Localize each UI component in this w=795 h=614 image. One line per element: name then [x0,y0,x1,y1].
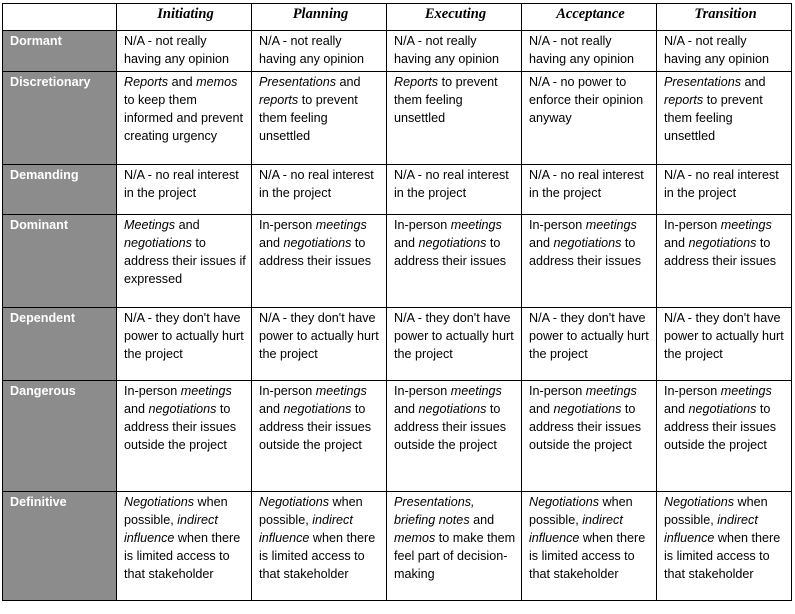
cell-text: to address their issues outside the project [259,402,371,452]
table-cell [657,72,792,165]
cell-text: N/A - not really having any opinion [124,34,230,66]
table-cell [252,165,387,215]
table-cell [252,381,387,492]
emphasized-text: negotiations [688,236,757,250]
cell-text: to prevent them feeling unsettled [394,75,498,125]
column-header-transition: Transition [657,4,792,31]
cell-text: N/A - no real interest in the project [664,168,779,200]
cell-text: to address their issues [664,236,776,268]
column-header-acceptance: Acceptance [522,4,657,31]
column-header-initiating: Initiating [117,4,252,31]
emphasized-text: meetings [585,384,637,398]
cell-text: and [529,402,554,416]
table-cell [657,165,792,215]
table-cell [252,72,387,165]
cell-text: to address their issues [529,236,641,268]
cell-text: N/A - not really having any opinion [529,34,635,66]
table-cell [522,308,657,381]
emphasized-text: meetings [450,384,502,398]
table-cell [522,381,657,492]
cell-text: when possible, [664,495,768,527]
cell-text: when there is limited access to that stakeholder [124,531,241,581]
row-header: Dominant [3,215,117,308]
cell-text: In-person [394,218,451,232]
cell-text: to address their issues outside the project [529,402,641,452]
table-cell [117,215,252,308]
cell-text: In-person [124,384,181,398]
corner-cell [3,4,117,31]
cell-text: and [664,402,689,416]
table-cell [657,308,792,381]
cell-text: and [124,402,149,416]
emphasized-text: negotiations [283,236,352,250]
table-cell [252,492,387,601]
cell-text: In-person [664,218,721,232]
cell-text: to keep them informed and prevent creating urgency [124,93,244,143]
emphasized-text: meetings [315,218,367,232]
table-cell [657,492,792,601]
cell-text: when possible, [259,495,363,527]
cell-text: and [168,75,197,89]
cell-text: to make them feel part of decision-making [394,531,516,581]
emphasized-text: memos [196,75,238,89]
row-header: Dependent [3,308,117,381]
cell-text: and [394,402,419,416]
table-cell [117,165,252,215]
cell-text: to address their issues [259,236,371,268]
column-header-executing: Executing [387,4,522,31]
table-row [3,31,792,72]
emphasized-text: indirect influence [259,513,353,545]
table-cell [387,308,522,381]
row-header: Demanding [3,165,117,215]
cell-text: N/A - they don't have power to actually hurt the project [259,311,379,361]
cell-text: and [175,218,200,232]
cell-text: to prevent them feeling unsettled [259,93,358,143]
table-cell [387,72,522,165]
cell-text: N/A - they don't have power to actually hurt the project [394,311,514,361]
table-cell [387,492,522,601]
emphasized-text: indirect influence [124,513,218,545]
table-row [3,492,792,601]
row-header: Dangerous [3,381,117,492]
cell-text: N/A - not really having any opinion [259,34,365,66]
cell-text: and [664,236,689,250]
emphasized-text: negotiations [283,402,352,416]
cell-text: N/A - not really having any opinion [394,34,500,66]
table-cell [522,31,657,72]
table-cell [522,165,657,215]
stakeholder-communication-matrix [2,3,792,601]
cell-text: N/A - no real interest in the project [259,168,374,200]
cell-text: N/A - no real interest in the project [124,168,239,200]
table-row [3,215,792,308]
emphasized-text: meetings [720,384,772,398]
cell-text: N/A - not really having any opinion [664,34,770,66]
emphasized-text: Presentations [259,75,337,89]
cell-text: when possible, [124,495,228,527]
table-cell [252,215,387,308]
cell-text: and [741,75,766,89]
emphasized-text: Meetings [124,218,176,232]
table-cell [387,215,522,308]
table-cell [117,381,252,492]
emphasized-text: negotiations [553,236,622,250]
cell-text: In-person [529,384,586,398]
cell-text: and [259,236,284,250]
emphasized-text: Reports [394,75,439,89]
table-cell [117,31,252,72]
emphasized-text: reports [664,93,704,107]
table-row [3,165,792,215]
table-cell [522,215,657,308]
emphasized-text: meetings [720,218,772,232]
cell-text: In-person [394,384,451,398]
cell-text: In-person [664,384,721,398]
emphasized-text: indirect influence [529,513,623,545]
table-cell [387,381,522,492]
cell-text: and [394,236,419,250]
cell-text: In-person [529,218,586,232]
cell-text: N/A - no real interest in the project [394,168,509,200]
cell-text: to address their issues if expressed [124,236,246,286]
cell-text: N/A - no real interest in the project [529,168,644,200]
cell-text: to prevent them feeling unsettled [664,93,763,143]
emphasized-text: Reports [124,75,169,89]
emphasized-text: memos [394,531,436,545]
cell-text: to address their issues [394,236,506,268]
emphasized-text: Negotiations [124,495,195,509]
table-row [3,381,792,492]
emphasized-text: Negotiations [664,495,735,509]
emphasized-text: meetings [585,218,637,232]
table-cell [117,72,252,165]
cell-text: In-person [259,218,316,232]
cell-text: to address their issues outside the project [394,402,506,452]
cell-text: when there is limited access to that stakeholder [664,531,781,581]
header-row [3,4,792,31]
cell-text: to address their issues outside the project [124,402,236,452]
cell-text: and [529,236,554,250]
emphasized-text: negotiations [124,236,192,250]
emphasized-text: Presentations [664,75,742,89]
cell-text: and [259,402,284,416]
table-cell [522,492,657,601]
cell-text: and [336,75,361,89]
table-cell [252,308,387,381]
cell-text: when possible, [529,495,633,527]
emphasized-text: negotiations [688,402,757,416]
cell-text: and [469,513,495,527]
table-cell [117,492,252,601]
table-cell [657,381,792,492]
emphasized-text: Presentations, briefing notes [394,495,475,527]
matrix-body [3,31,792,601]
emphasized-text: negotiations [418,402,487,416]
emphasized-text: reports [259,93,299,107]
emphasized-text: negotiations [553,402,622,416]
table-cell [387,165,522,215]
table-cell [657,215,792,308]
table-cell [117,308,252,381]
emphasized-text: meetings [450,218,502,232]
row-header: Definitive [3,492,117,601]
cell-text: In-person [259,384,316,398]
row-header: Discretionary [3,72,117,165]
table-cell [387,31,522,72]
table-cell [252,31,387,72]
table-cell [522,72,657,165]
cell-text: when there is limited access to that stakeholder [259,531,376,581]
cell-text: when there is limited access to that stakeholder [529,531,646,581]
emphasized-text: negotiations [418,236,487,250]
cell-text: N/A - they don't have power to actually hurt the project [124,311,244,361]
table-cell [657,31,792,72]
column-header-planning: Planning [252,4,387,31]
emphasized-text: meetings [180,384,232,398]
table-row [3,308,792,381]
cell-text: N/A - no power to enforce their opinion anyway [529,75,644,125]
cell-text: N/A - they don't have power to actually hurt the project [529,311,649,361]
table-row [3,72,792,165]
cell-text: to address their issues outside the project [664,402,776,452]
emphasized-text: negotiations [148,402,217,416]
emphasized-text: meetings [315,384,367,398]
row-header: Dormant [3,31,117,72]
emphasized-text: Negotiations [529,495,600,509]
emphasized-text: Negotiations [259,495,330,509]
cell-text: N/A - they don't have power to actually hurt the project [664,311,784,361]
emphasized-text: indirect influence [664,513,758,545]
